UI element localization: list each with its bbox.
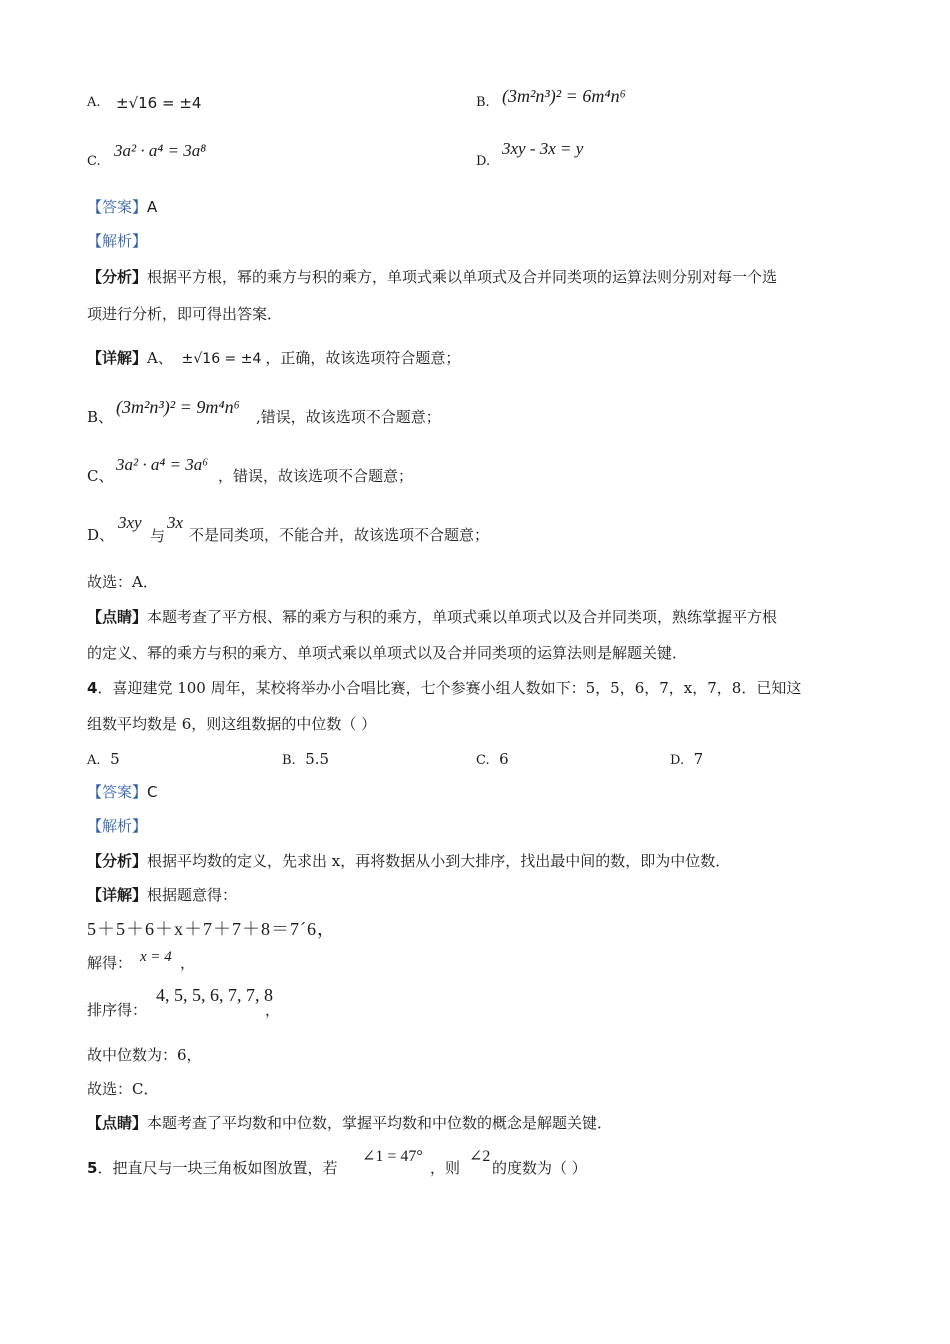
q4-opt-d-label: D.: [670, 753, 685, 768]
q3-xiangjie-c-expr: 3a² · a⁴ = 3a⁶: [116, 455, 209, 474]
q4-sort-end: ，: [265, 1001, 281, 1019]
xj-a-prefix: A、: [147, 349, 173, 367]
q4-stem-text: ．喜迎建党 100 周年，某校将举办小合唱比赛，七个参赛小组人数如下：5，5，6，7，x，7，8．已知这: [97, 679, 802, 697]
q4-solve-expr: x = 4: [140, 949, 172, 965]
q3-xiangjie-c-prefix: C、: [87, 467, 114, 485]
q4-option-a: [87, 749, 120, 771]
q3-xiangjie-b-expr: (3m²n³)² = 9m⁴n⁶: [116, 397, 240, 417]
q4-solve-end: ，: [180, 954, 196, 972]
xiangjie-tag: 【详解】: [87, 349, 148, 367]
q3-option-c-expr: 3a² · a⁴ = 3a⁸: [114, 141, 207, 160]
q4-conclusion: 故选：C．: [87, 1080, 159, 1098]
q5-stem-mid: ，则: [430, 1159, 461, 1177]
q4-option-b: [282, 749, 329, 771]
q4-solve-label: 解得：: [87, 954, 133, 972]
q4-option-c: [476, 749, 509, 771]
q3-option-d-expr: 3xy - 3x = y: [502, 139, 584, 158]
q4-opt-a-label: A.: [87, 753, 101, 768]
q5-stem-prefix: [87, 1158, 337, 1178]
q3-dianjing-line2: 的定义、幂的乘方与积的乘方、单项式乘以单项式以及合并同类项的运算法则是解题关键．: [87, 644, 688, 662]
q4-equation: 5＋5＋6＋x＋7＋7＋8＝7´6，: [87, 919, 336, 939]
xiangjie-tag: 【详解】: [87, 886, 148, 904]
q3-xiangjie-b-prefix: B、: [87, 408, 114, 426]
q5-stem-text: ．把直尺与一块三角板如图放置，若: [97, 1159, 338, 1177]
q4-opt-b-value: 5.5: [305, 750, 330, 768]
q3-option-d-label: D.: [476, 154, 491, 169]
q4-sort-label: 排序得：: [87, 1001, 148, 1019]
q4-fenxi: [87, 851, 730, 871]
fenxi-text: 根据平方根，幂的乘方与积的乘方，单项式乘以单项式及合并同类项的运算法则分别对每一个选: [147, 268, 778, 286]
q4-opt-c-value: 6: [499, 750, 509, 768]
q4-xiangjie: [87, 885, 237, 905]
q5-stem-end: 的度数为（ ）: [492, 1159, 587, 1177]
q4-number: 4: [87, 679, 98, 697]
q4-dianjing: [87, 1113, 612, 1133]
q3-option-c-label: C.: [87, 154, 101, 169]
fenxi-tag: 【分析】: [87, 852, 148, 870]
q4-analysis-tag: 【解析】: [87, 817, 148, 835]
fenxi-tag: 【分析】: [87, 268, 148, 286]
q4-answer-line: [87, 782, 158, 802]
xj-a-text: ，正确，故该选项符合题意；: [265, 349, 461, 367]
q3-dianjing-line1: [87, 607, 777, 627]
xj-a-expr: ±√16 = ±4: [181, 351, 262, 367]
dianjing-tag: 【点睛】: [87, 608, 148, 626]
dianjing-text: 本题考查了平均数和中位数，掌握平均数和中位数的概念是解题关键．: [147, 1114, 613, 1132]
xiangjie-text: 根据题意得：: [147, 886, 238, 904]
q4-median: 故中位数为：6，: [87, 1046, 202, 1064]
q5-angle2: ∠2: [469, 1148, 491, 1165]
q3-option-b-expr: (3m²n³)² = 6m⁴n⁶: [502, 86, 626, 106]
q3-option-b-label: B.: [476, 95, 490, 110]
q4-opt-b-label: B.: [282, 753, 296, 768]
q3-xiangjie-d-prefix: D、: [87, 526, 115, 544]
answer-tag: 【答案】: [87, 783, 148, 801]
answer-tag: 【答案】: [87, 198, 148, 216]
q3-xiangjie-b-text: ,错误，故该选项不合题意；: [256, 408, 441, 426]
q3-xiangjie-c-text: ，错误，故该选项不合题意；: [218, 467, 414, 485]
q4-opt-c-label: C.: [476, 753, 490, 768]
answer-value: A: [147, 198, 158, 216]
dianjing-tag: 【点睛】: [87, 1114, 148, 1132]
q3-fenxi-line2: 项进行分析，即可得出答案．: [87, 305, 283, 323]
q3-xiangjie-d-expr2: 3x: [167, 513, 184, 532]
q3-option-a-expr: ±√16 = ±4: [116, 94, 202, 112]
fenxi-text: 根据平均数的定义，先求出 x，再将数据从小到大排序，找出最中间的数，即为中位数．: [147, 852, 731, 870]
q4-stem-line2: 组数平均数是 6，则这组数据的中位数（ ）: [87, 715, 377, 733]
q4-option-d: [670, 749, 703, 771]
q3-analysis-tag: 【解析】: [87, 232, 148, 250]
q3-xiangjie-d-expr1: 3xy: [118, 513, 142, 532]
q3-conclusion: 故选：A．: [87, 573, 158, 591]
q3-xiangjie-d-mid: 与: [150, 527, 166, 545]
q4-opt-a-value: 5: [110, 750, 120, 768]
q4-stem-line1: [87, 678, 801, 698]
q5-angle1: ∠1 = 47°: [362, 1148, 423, 1165]
answer-value: C: [147, 783, 158, 801]
q3-answer-line: [87, 197, 157, 217]
q4-opt-d-value: 7: [693, 750, 704, 768]
q3-option-a-label: A.: [87, 95, 101, 110]
q3-fenxi-line1: [87, 267, 777, 287]
q4-sort-expr: 4, 5, 5, 6, 7, 7, 8: [156, 985, 273, 1005]
q3-xiangjie-a: [87, 348, 460, 369]
q3-xiangjie-d-text: 不是同类项，不能合并，故该选项不合题意；: [189, 526, 490, 544]
dianjing-text: 本题考查了平方根、幂的乘方与积的乘方，单项式乘以单项式以及合并同类项，熟练掌握平方根: [147, 608, 778, 626]
q5-number: 5: [87, 1159, 98, 1177]
